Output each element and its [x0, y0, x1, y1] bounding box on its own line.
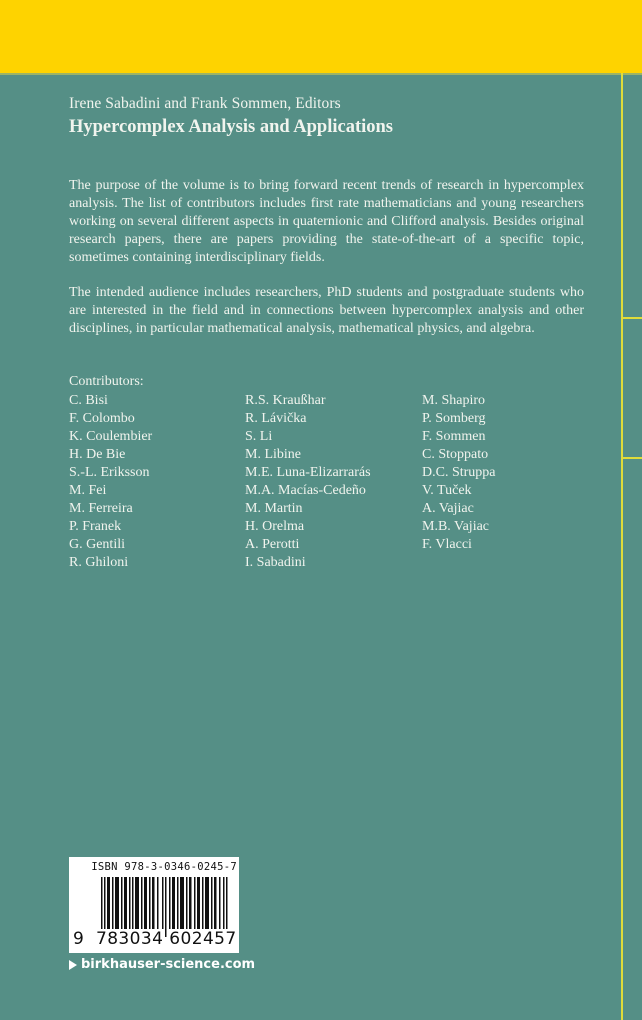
editors-line: Irene Sabadini and Frank Sommen, Editors	[69, 95, 341, 112]
contributor-name: M. Fei	[69, 483, 107, 498]
contributors-column-1	[69, 392, 152, 572]
contributor-name: S.-L. Eriksson	[69, 465, 150, 480]
contributor-name: R. Ghiloni	[69, 555, 129, 570]
guide-tick-upper	[622, 317, 642, 319]
barcode-digits	[73, 929, 237, 949]
contributor-name: R. Lávička	[245, 411, 307, 426]
contributor-name: C. Stoppato	[422, 447, 489, 462]
contributor-name: C. Bisi	[69, 393, 108, 408]
contributor-name: M. Libine	[245, 447, 301, 462]
contributor-name: M.A. Macías-Cedeño	[245, 483, 366, 498]
barcode-group-1: 783034	[96, 929, 164, 949]
contributor-name: M. Shapiro	[422, 393, 485, 408]
contributor-name: M.B. Vajiac	[422, 519, 490, 534]
top-color-band	[0, 0, 642, 73]
barcode-lead-digit: 9	[73, 929, 85, 949]
publisher-website-link[interactable]	[69, 957, 255, 972]
book-title: Hypercomplex Analysis and Applications	[69, 117, 393, 137]
contributor-name: P. Somberg	[422, 411, 486, 426]
contributor-name: G. Gentili	[69, 537, 125, 552]
contributor-name: M. Ferreira	[69, 501, 133, 516]
contributor-name: R.S. Kraußhar	[245, 393, 326, 408]
contributor-name: F. Colombo	[69, 411, 135, 426]
contributor-name: F. Vlacci	[422, 537, 472, 552]
contributor-name: H. Orelma	[245, 519, 305, 534]
contributor-name: A. Vajiac	[422, 501, 474, 516]
spine-guide-line	[621, 73, 623, 1020]
contributor-name: V. Tuček	[422, 483, 472, 498]
contributors-column-3	[422, 392, 496, 554]
contributor-name: F. Sommen	[422, 429, 486, 444]
contributor-name: M.E. Luna-Elizarrarás	[245, 465, 371, 480]
contributor-name: S. Li	[245, 429, 273, 444]
band-edge-divider	[0, 73, 642, 75]
barcode-group-2: 602457	[169, 929, 237, 949]
description-paragraph-2: The intended audience includes researchers, PhD students and postgraduate students who are interested in the field and in connections between hypercomplex analysis and other disciplines, in particular mathematical analysis, mathematical physics, and algebra.	[69, 285, 584, 336]
contributor-name: M. Martin	[245, 501, 303, 516]
contributor-name: H. De Bie	[69, 447, 126, 462]
contributor-name: P. Franek	[69, 519, 122, 534]
publisher-url: birkhauser-science.com	[81, 957, 256, 972]
play-triangle-icon	[69, 960, 77, 970]
contributors-column-2	[245, 392, 371, 572]
barcode-bars-icon	[101, 877, 229, 937]
contributor-name: D.C. Struppa	[422, 465, 496, 480]
contributor-name: A. Perotti	[245, 537, 300, 552]
guide-tick-lower	[622, 457, 642, 459]
isbn-barcode	[69, 857, 239, 953]
description-paragraph-1: The purpose of the volume is to bring forward recent trends of research in hypercomplex analysis. The list of contributors includes first rate mathematicians and young researchers working on several different aspects in quaternionic and Clifford analysis. Besides original research papers, there are papers providing the state-of-the-art of a specific topic, sometimes containing interdisciplinary fields.	[69, 178, 584, 265]
contributor-name: I. Sabadini	[245, 555, 306, 570]
contributor-name: K. Coulembier	[69, 429, 153, 444]
isbn-label: ISBN 978-3-0346-0245-7	[91, 861, 237, 873]
contributors-label: Contributors:	[69, 374, 144, 389]
